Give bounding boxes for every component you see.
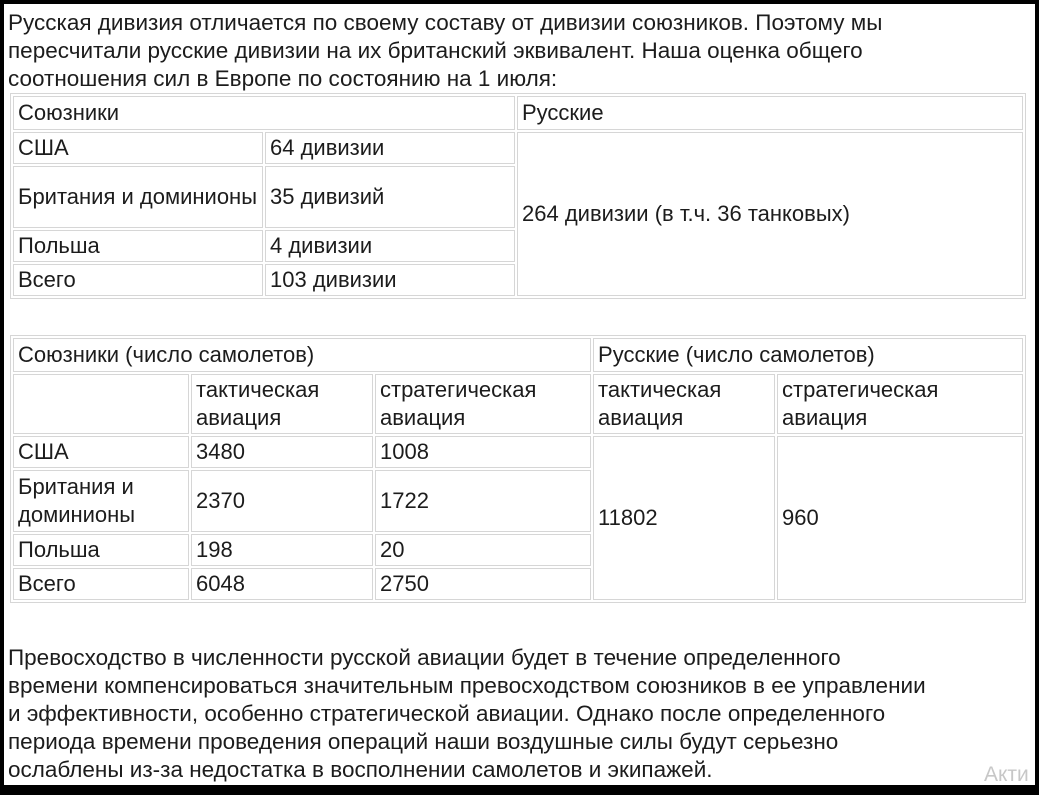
country-cell: Британия и доминионы [13,470,189,532]
conclusion-line: ослаблены из-за недостатка в восполнении самолетов и экипажей. [8,757,713,782]
divisions-cell: 35 дивизий [265,166,515,228]
strategic-cell: 20 [375,534,591,566]
strategic-cell: 1722 [375,470,591,532]
russian-tactical-cell: 11802 [593,436,775,600]
conclusion-line: периода времени проведения операций наши воздушные силы будут серьезно [8,729,839,754]
russian-tactical-header: тактическая авиация [593,374,775,434]
divisions-cell: 103 дивизии [265,264,515,296]
divisions-cell: 64 дивизии [265,132,515,164]
intro-line: пересчитали русские дивизии на их британский эквивалент. Наша оценка общего [8,38,863,63]
country-cell: Польша [13,534,189,566]
conclusion-paragraph [8,644,1028,784]
tactical-cell: 3480 [191,436,373,468]
conclusion-line: Превосходство в численности русской авиации будет в течение определенного [8,645,841,670]
allies-aircraft-header: Союзники (число самолетов) [13,338,591,372]
country-cell: Всего [13,568,189,600]
strategic-header: стратегическая авиация [375,374,591,434]
conclusion-line: и эффективности, особенно стратегической авиации. Однако после определенного [8,701,886,726]
country-cell: США [13,132,263,164]
tactical-cell: 6048 [191,568,373,600]
russian-divisions-cell: 264 дивизии (в т.ч. 36 танковых) [517,132,1023,296]
empty-header-cell [13,374,189,434]
russians-aircraft-header: Русские (число самолетов) [593,338,1023,372]
divisions-cell: 4 дивизии [265,230,515,262]
intro-line: Русская дивизия отличается по своему составу от дивизии союзников. Поэтому мы [8,10,883,35]
country-cell: Польша [13,230,263,262]
divisions-table [10,93,1026,299]
country-cell: Всего [13,264,263,296]
tactical-cell: 198 [191,534,373,566]
document-page [4,4,1035,785]
tactical-cell: 2370 [191,470,373,532]
activation-watermark: Акти [984,763,1029,785]
tactical-header: тактическая авиация [191,374,373,434]
country-cell: США [13,436,189,468]
intro-paragraph [8,9,1028,93]
strategic-cell: 2750 [375,568,591,600]
strategic-cell: 1008 [375,436,591,468]
country-cell: Британия и доминионы [13,166,263,228]
aircraft-table [10,335,1026,603]
conclusion-line: времени компенсироваться значительным превосходством союзников в ее управлении [8,673,926,698]
intro-line: соотношения сил в Европе по состоянию на 1 июля: [8,66,558,91]
russian-strategic-header: стратегическая авиация [777,374,1023,434]
russian-strategic-cell: 960 [777,436,1023,600]
russians-header: Русские [517,96,1023,130]
allies-header: Союзники [13,96,515,130]
